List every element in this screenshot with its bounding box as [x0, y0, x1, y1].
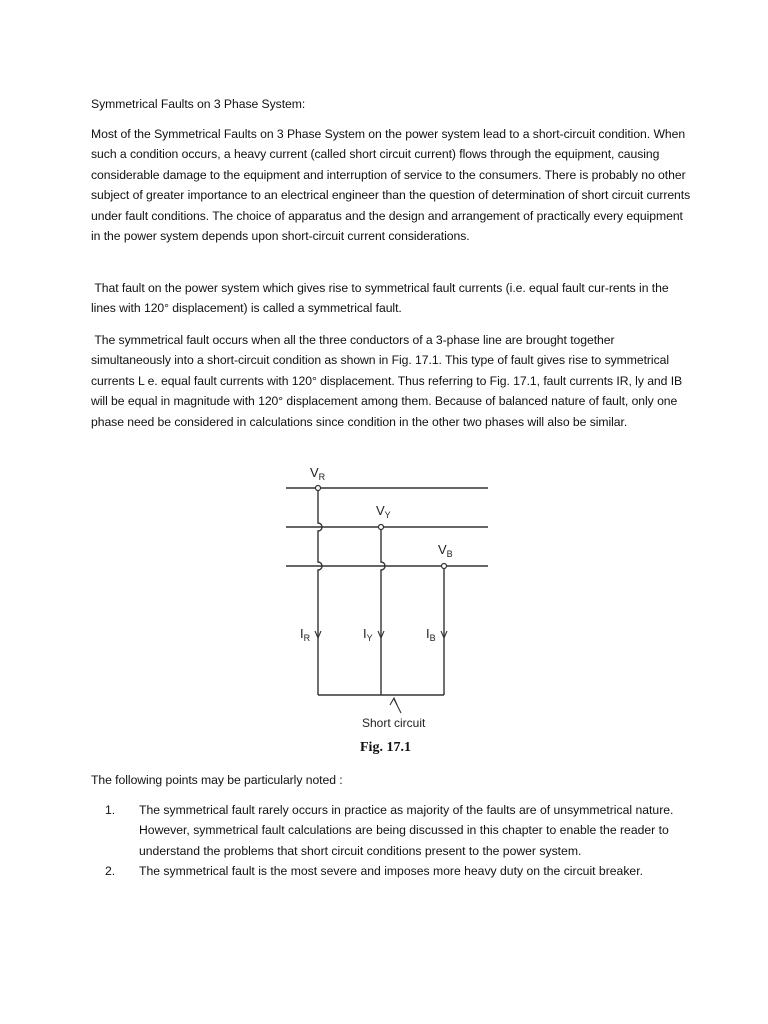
circuit-diagram — [270, 455, 510, 765]
label-short-circuit: Short circuit — [362, 716, 426, 730]
circuit-figure — [270, 455, 510, 765]
label-vb: $V_B$ — [438, 542, 453, 559]
list-item-text: The symmetrical fault rarely occurs in practice as majority of the faults are of unsymmetrical nature. However, symmetrical fault calculations are being discussed in this chapter to enable the reader to understand the problems that short circuit conditions present to the power system. — [139, 803, 674, 858]
conductor-y — [381, 527, 385, 695]
node-y — [379, 525, 384, 530]
list-item-text: The symmetrical fault is the most severe and imposes more heavy duty on the circuit breaker. — [139, 864, 643, 879]
notes-list — [91, 800, 691, 882]
paragraph-1: Most of the Symmetrical Faults on 3 Phase System on the power system lead to a short-circuit condition. When such a condition occurs, a heavy current (called short circuit current) flows through the equipment, causing considerable damage to the equipment and interruption of service to the consumers. There is probably no other subject of greater importance to an electrical engineer than the question of determination of short circuit currents under fault conditions. The choice of apparatus and the design and arrangement of practically every equipment in the power system depends upon short-circuit current considerations. — [91, 127, 691, 244]
label-ib: $I_B$ — [426, 626, 436, 643]
notes-intro: The following points may be particularly noted : — [91, 773, 343, 787]
label-vy: $V_Y$ — [376, 503, 391, 520]
label-iy: $I_Y$ — [363, 626, 373, 643]
figure-caption: Fig. 17.1 — [360, 740, 411, 755]
document-heading: Symmetrical Faults on 3 Phase System: — [91, 97, 306, 111]
list-item — [91, 861, 691, 881]
paragraph-2: That fault on the power system which gives rise to symmetrical fault currents (i.e. equal fault cur-rents in the lines with 120° displacement) is called a symmetrical fault. — [91, 281, 672, 316]
node-b — [442, 564, 447, 569]
list-number: 2. — [105, 864, 116, 879]
conductor-r — [318, 488, 322, 695]
paragraph-3: The symmetrical fault occurs when all the three conductors of a 3-phase line are brought together simultaneously into a short-circuit condition as shown in Fig. 17.1. This type of fault gives rise to symmetrical currents L e. equal fault currents with 120° displacement. Thus referring to Fig. 17.1, fault currents IR, ly and IB will be equal in magnitude with 120° displacement among them. Because of balanced nature of fault, only one phase need be considered in calculations since condition in the other two phases will also be similar. — [91, 333, 686, 429]
list-number: 1. — [105, 803, 116, 817]
label-ir: $I_R$ — [300, 626, 311, 643]
list-item — [91, 800, 691, 861]
node-r — [316, 486, 321, 491]
label-vr: $V_R$ — [310, 465, 326, 482]
